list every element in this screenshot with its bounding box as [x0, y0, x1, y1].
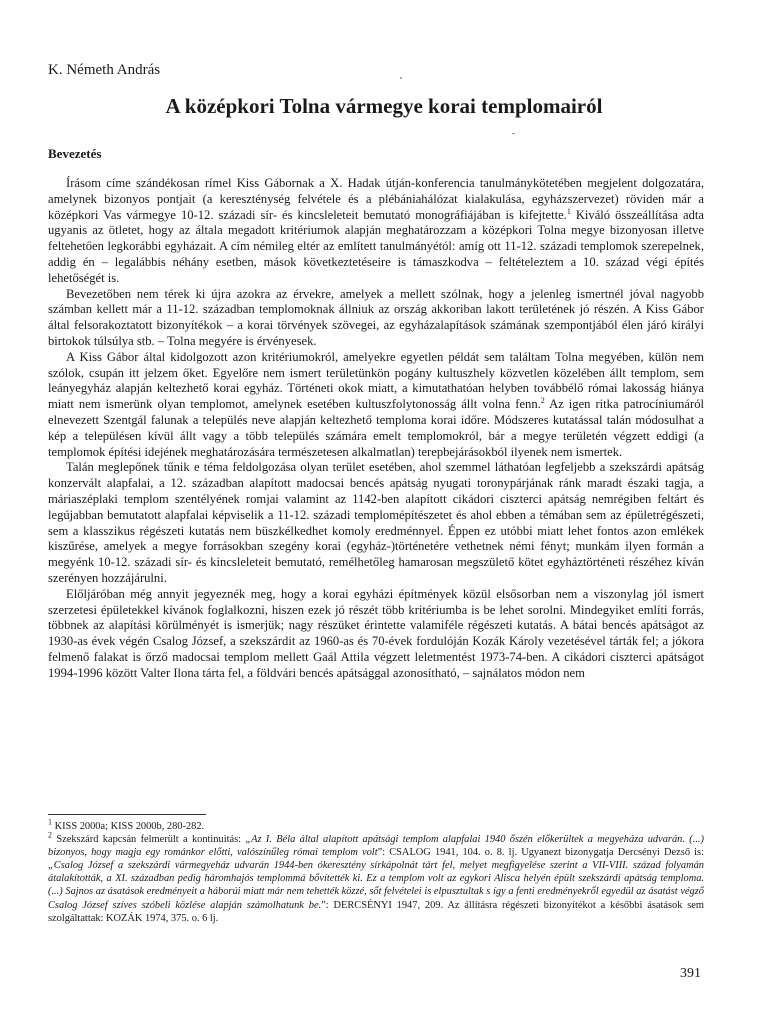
footnote — [48, 830, 704, 925]
footnotes — [48, 817, 704, 925]
footnote-text: KISS 2000a; KISS 2000b, 280-282. — [52, 821, 205, 832]
paragraph-text: Kiváló összeállítása adta ugyanis az ötletet, hogy az általa megadott kritériumok alapján meghatározzam a középkori Tolna megye bizonyosan illetve feltehetően legkorábbi egyházait. A cím némileg eltér az említett tanulmányétól: amíg ott 11-12. századi templomok szerepelnek, addig én – legalábbis néhány esetben, mások következtetéseire is támaszkodva – feltételeztem a 10. század végi építés lehetőségét is. — [48, 207, 704, 285]
scan-speck — [512, 133, 515, 134]
footnote-quote: „Az I. Béla által alapított apátsági templom alapfalai 1940 őszén előkerültek a megyeháza udvarán. (...) bizonyos, hogy magja egy románkor előtti, valószínűleg római templom volt — [48, 834, 704, 859]
paragraph: Talán meglepőnek tűnik e téma feldolgozása olyan terület esetében, ahol szemmel láthatóan legfeljebb a szekszárdi apátság konzervált alapfalai, a 12. században alapított madocsai bencés apátság nyugati toronypárjának ránk maradt északi tagja, a máriaszéplaki templom szentélyének romjai valamint az 1142-ben alapított cikádori ciszterci apátság nemrégiben feltárt és legújabban bemutatott alapfalai képviselik a 11-12. századi templomépítészetet és ahol ebben a témában sem az épületrégészeti, sem a klasszikus régészeti kutatás nem büszkélkedhet komoly eredménnyel. Éppen ez utóbbi miatt lehet fontos azon emlékek kiszűrése, amelyek a megye forrásokban szegény korai (egyház-)történetére vethetnek némi fényt; munkám ilyen formán a megyénk 10-12. századi sír- és kincsleleteit bemutató, remélhetőleg hamarosan megszülető kötet egyháztörténeti részéhez kíván szerényen hozzájárulni. — [48, 460, 704, 585]
paragraph-text: Az igen ritka patrocíniumáról elnevezett Szentgál falunak a település neve alapján keltezhető temploma korai időre. Módszeres kutatással talán módosulhat a kép a településen kívül állt vagy a több település számára emelt templomokról, bár a megye területén végzett eddigi (a templomok építési idejének meghatározására természetesen alkalmatlan) terepbejárásokból ilyenek nem ismertek. — [48, 397, 704, 459]
footnote-text: Szekszárd kapcsán felmerült a kontinuitás: — [52, 834, 246, 846]
page-number: 391 — [680, 966, 701, 981]
footnote-text: ”: DERCSÉNYI 1947, 209. Az állításra régészeti bizonyítékot a későbbi ásatások sem szolgáltattak: KOZÁK 1974, 375. o. 6 lj. — [48, 899, 704, 924]
paragraph: Előljáróban még annyit jegyeznék meg, hogy a korai egyházi építmények közül elsősorban nem a viszonylag jól ismert szerzetesi épületekkel kívánok foglalkozni, hiszen ezek jó részét több kritériumba is be lehet sorolni. Mindegyiket említi forrás, többnek az alapítási körülményét is ismerjük; nagy részüket érintette valamiféle régészeti kutatás. A bátai bencés apátságot az 1930-as évek végén Csalog József, a szekszárdit az 1960-as és 70-évek fordulóján Kozák Károly vezetésével tárták fel; a jókora felmenő falakat is őrző madocsai templom mellett Gaál Attila végzett leletmentést 1973-74-ben. A cikádori ciszterci apátságot 1994-1996 között Valter Ilona tárta fel, a földvári bencés apátsággal azonosítható, – sajnálatos módon nem — [48, 586, 704, 680]
article-title: A középkori Tolna vármegye korai templomairól — [165, 94, 603, 118]
footnote-marker: 2 — [48, 830, 52, 840]
footnote-text: ”: CSALOG 1941, 104. o. 8. lj. Ugyanezt bizonygatja Dercsényi Dezső is: — [377, 847, 704, 859]
paragraph-text: Írásom címe szándékosan rímel Kiss Gábornak a X. Hadak útján-konferencia tanulmánykötetében megjelent dolgozatára, amelynek bizonyos pontjait (a kereszténység felvétele és a plébániahálózat kialakulása, egyházszervezet) röviden már a középkori Vas vármegye 10-12. századi sír- és kincsleleteit bemutató monográfiájában is kifejtette. — [48, 176, 704, 222]
section-heading: Bevezetés — [48, 146, 102, 161]
paragraph — [48, 350, 704, 461]
paragraph: Bevezetőben nem térek ki újra azokra az érvekre, amelyek a mellett szólnak, hogy a jelenleg ismertnél jóval nagyobb számban kellett már a 11-12. században templomoknak állniuk az ország akkoriban lakott területének jó részén. A Kiss Gábor által felsorakoztatott bizonyítékok – a korai törvények szövegei, az egyházalapítások számának szempontjából élen járó királyi birtokok túlsúlya stb. – Tolna megyére is érvényesek. — [48, 286, 704, 348]
footnote-ref[interactable]: 1 — [566, 206, 571, 216]
footnote-marker: 1 — [48, 817, 52, 827]
paragraph-text: A Kiss Gábor által kidolgozott azon kritériumokról, amelyekre egyetlen példát sem találtam Tolna megyében, külön nem szólok, csupán itt jelzem őket. Egyelőre nem ismert területünkön pogány kultuszhely közvetlen közelében állt templom, sem leányegyház alapján keltezhető korai egyház. Történeti okok miatt, a kimutathatóan helyben továbbélő római lakosság hiánya miatt nem ismerünk olyan templomot, amelynek esetében kultuszfolytonosság állt volna fenn. — [48, 349, 704, 412]
footnote-quote: „Csalog József a szekszárdi vármegyeház udvarán 1944-ben ókeresztény sírkápolnát tárt fel, melyet megfigyelése szerint a VII-VIII. század folyamán átalakították, a XI. században pedig háromhajós templommá bővítették ki. Ez a templom volt az egykori Alisca helyén épült szekszárdi apátság temploma. (...) Sajnos az ásatások eredményeit a háborúi miatt már nem tehették közzé, sőt felvételei is elpusztultak s így a fenti eredményekről egyedül az ásatást végző Csalog József szíves szóbeli közlése alapján számolhatunk be. — [48, 860, 704, 911]
paragraph — [48, 176, 704, 287]
scan-speck — [400, 77, 402, 79]
footnote-separator — [48, 814, 206, 815]
footnote — [48, 817, 704, 833]
footnote-ref[interactable]: 2 — [540, 395, 545, 405]
author-name: K. Németh András — [48, 62, 161, 78]
article-body — [48, 176, 704, 682]
